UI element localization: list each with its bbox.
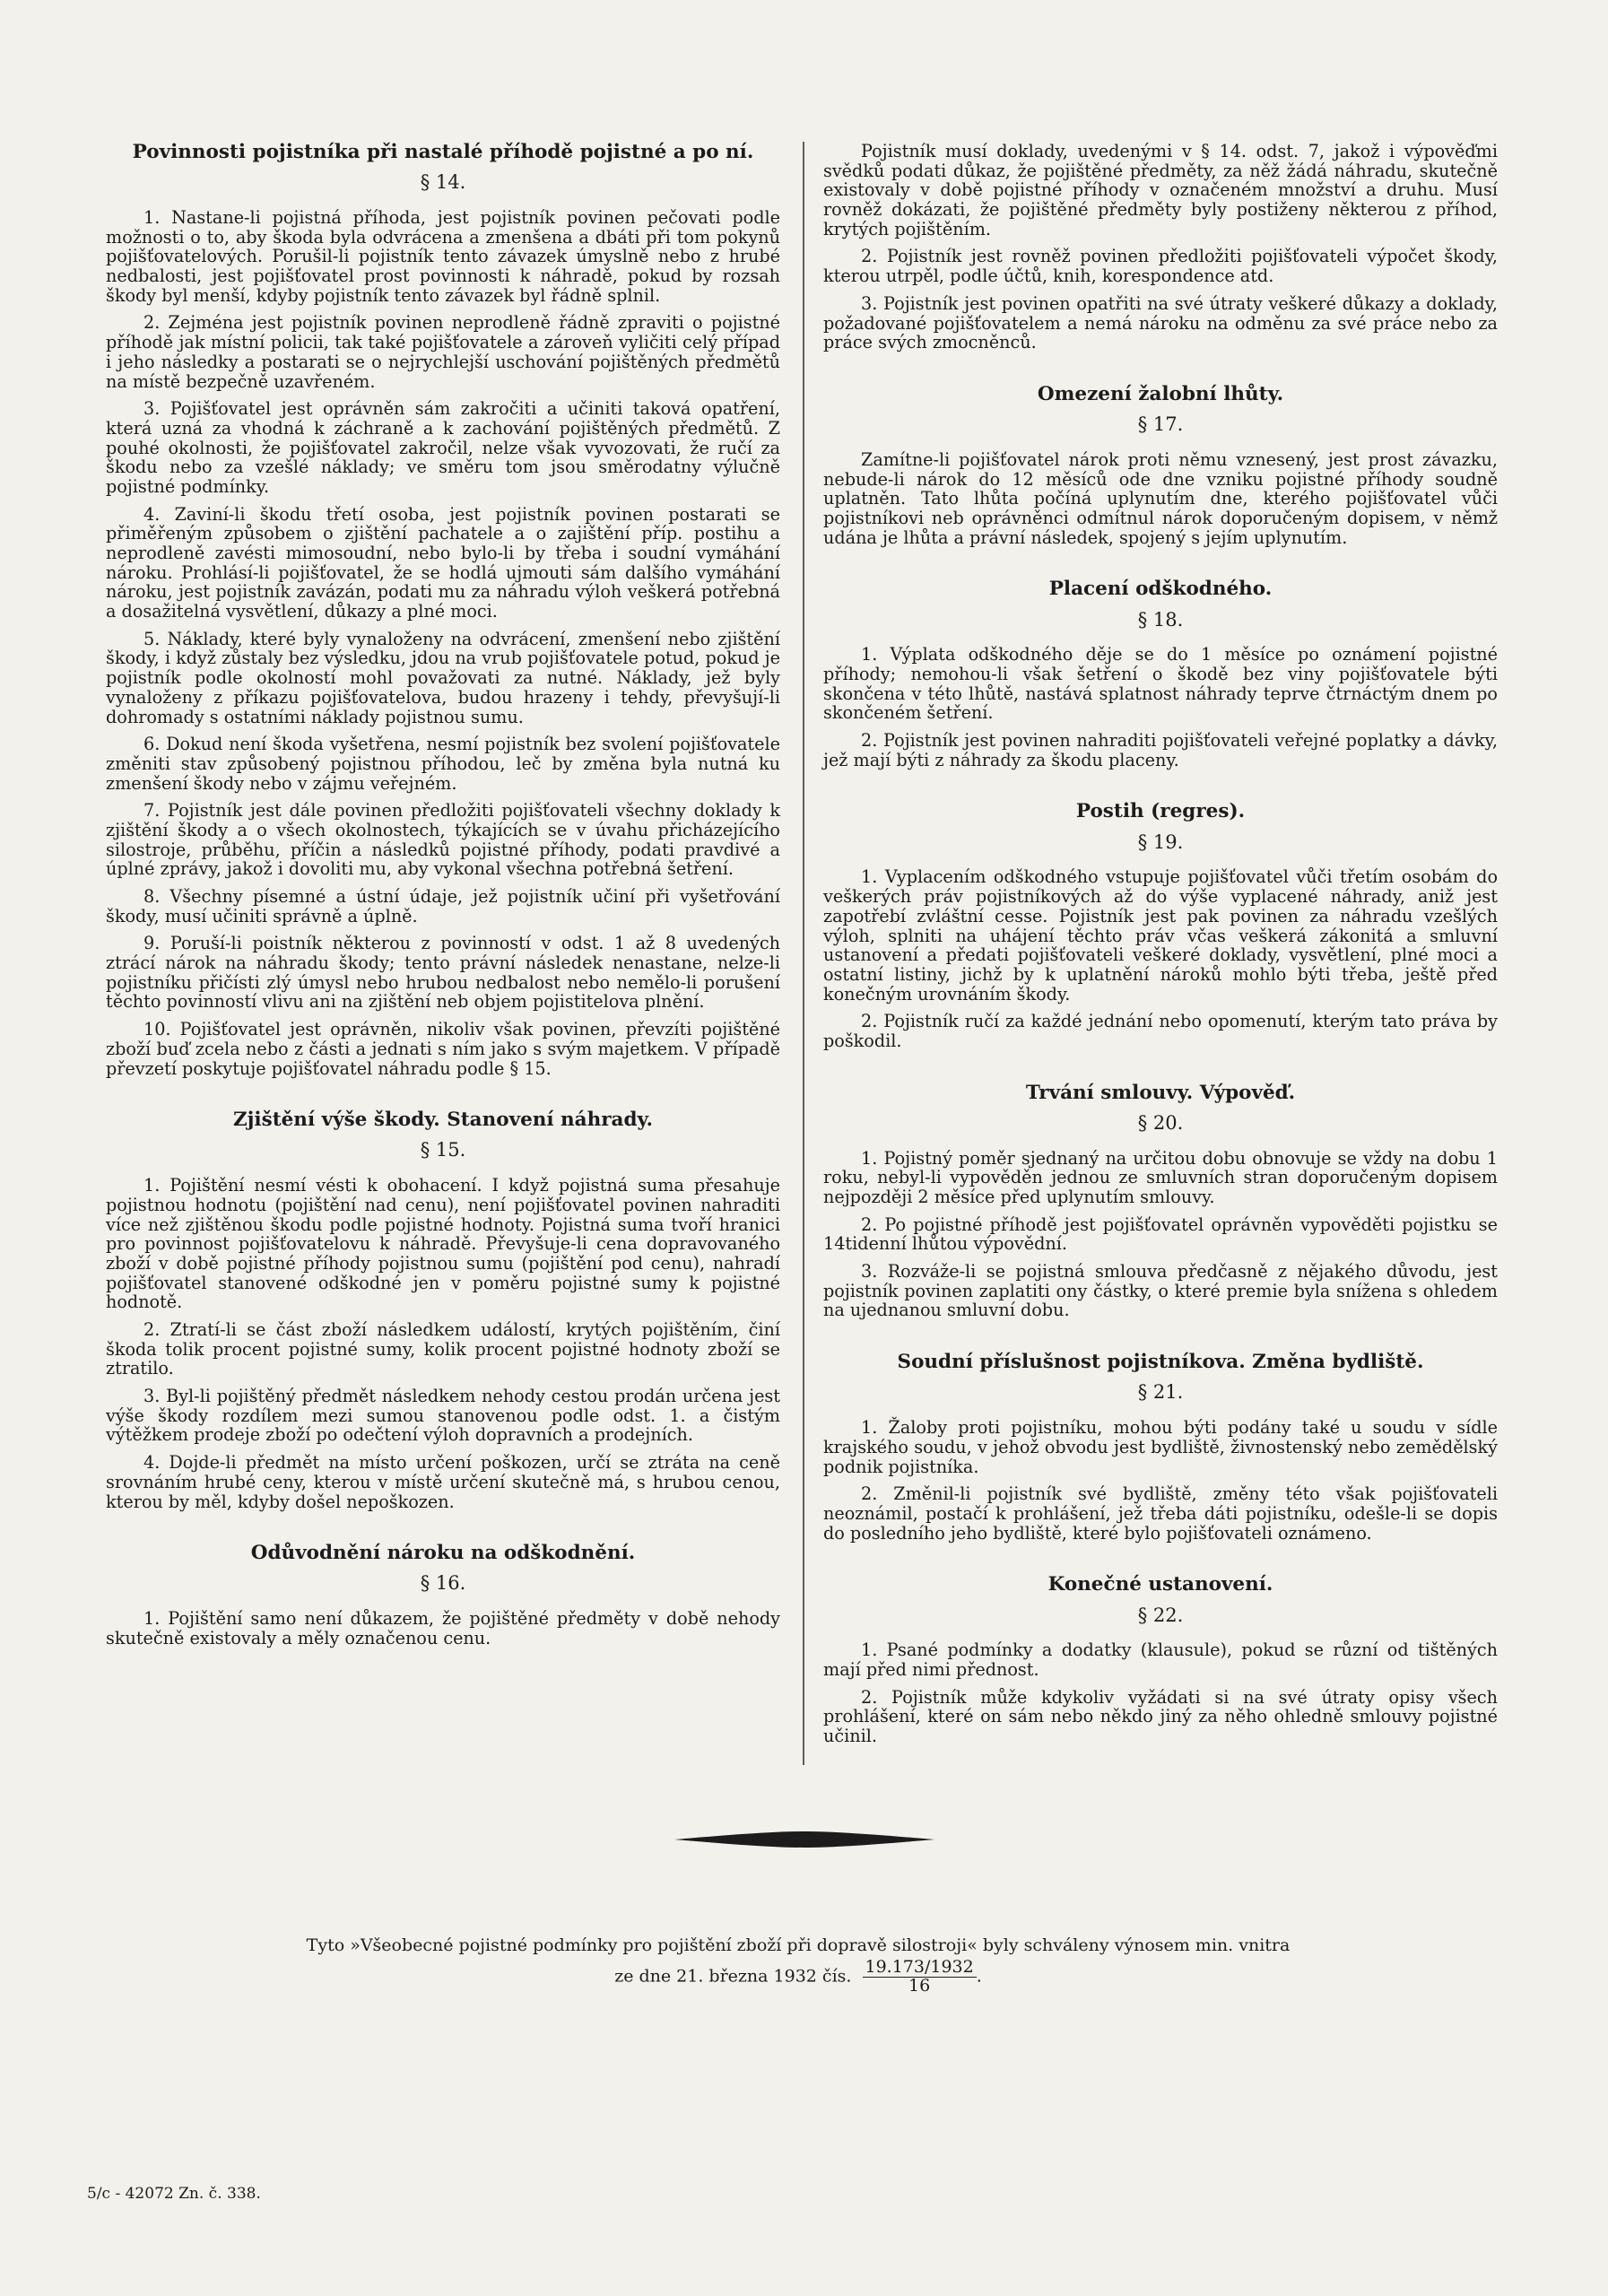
paragraph: 5. Náklady, které byly vynaloženy na odvrácení, zmenšení nebo zjištění škody, i když zůstaly bez výsledku, jdou na vrub pojišťovatele potud, pokud je pojistník podle okolností mohl považovati za nutné. Náklady, jež byly vynaloženy z příkazu pojišťovatelova, budou hrazeny i tehdy, převyšují-li dohromady s ostatními náklady pojistnou sumu. <box>106 628 780 727</box>
section-17-heading: Omezení žalobní lhůty. <box>1037 382 1284 405</box>
approval-line-1: Tyto »Všeobecné pojistné podmínky pro pojištění zboží při dopravě silostroji« byly schváleny výnosem min. vnitra <box>306 1935 1291 1955</box>
left-column <box>106 142 780 1657</box>
section-14-heading: Povinnosti pojistníka při nastalé příhodě pojistné a po ní. <box>132 141 754 163</box>
paragraph: Zamítne-li pojišťovatel nárok proti němu vznesený, jest prost závazku, nebude-li nárok do 12 měsíců ode dne vzniku pojistné příhody soudně uplatněn. Tato lhůta počíná uplynutím dne, kterého pojišťovatel vůči pojistníkovi neb oprávněnci odmítnul nárok doporučeným dopisem, v němž udána je lhůta a právní následek, spojený s jejím uplynutím. <box>823 448 1498 548</box>
paragraph: 1. Psané podmínky a dodatky (klausule), pokud se různí od tištěných mají před nimi přednost. <box>823 1639 1498 1680</box>
paragraph: 10. Pojišťovatel jest oprávněn, nikoliv však povinen, převzíti pojištěné zboží buď zcela nebo z části a jednati s ním jako s svým majetkem. V případě převzetí poskytuje pojišťovatel náhradu podle § 15. <box>106 1019 780 1079</box>
approval-note <box>117 1933 1480 1996</box>
paragraph: 2. Změnil-li pojistník své bydliště, změny této však pojišťovateli neoznámil, postačí k prohlášení, jež třeba dáti pojistníku, odešle-li se dopis do posledního jeho bydliště, které bylo pojišťovateli oznámeno. <box>823 1483 1498 1544</box>
paragraph: 2. Po pojistné příhodě jest pojišťovatel oprávněn vypověděti pojistku se 14tidenní lhůtou výpovědní. <box>823 1213 1498 1255</box>
paragraph: 1. Žaloby proti pojistníku, mohou býti podány také u soudu v sídle krajského soudu, v jehož obvodu jest bydliště, živnostenský nebo zemědělský podnik pojistníka. <box>823 1417 1498 1477</box>
paragraph: 2. Pojistník ručí za každé jednání nebo opomenutí, kterým tato práva by poškodil. <box>823 1011 1498 1051</box>
approval-line-2: ze dne 21. března 1932 čís. $\frac{19.173/1932}{16}$ . <box>614 1957 982 1996</box>
paragraph: 2. Pojistník jest povinen nahraditi pojišťovateli veřejné poplatky a dávky, jež mají býti z náhrady za škodu placeny. <box>823 730 1498 770</box>
paragraph: 2. Pojistník může kdykoliv vyžádati si na své útraty opisy všech prohlášení, které on sám nebo někdo jiný za něho ohledně smlouvy pojistné učinil. <box>823 1686 1498 1746</box>
paragraph: 2. Ztratí-li se část zboží následkem událostí, krytých pojištěním, činí škoda tolik procent pojistné sumy, kolik procent pojistné hodnoty zboží se ztratilo. <box>106 1319 780 1379</box>
section-19-heading: Postih (regres). <box>1075 800 1246 823</box>
paragraph: 2. Pojistník jest rovněž povinen předložiti pojišťovateli výpočet škody, kterou utrpěl, podle účtů, knih, korespondence atd. <box>823 246 1498 287</box>
paragraph: Pojistník musí doklady, uvedenými v § 14. odst. 7, jakož i výpověďmi svědků podati důkaz, že pojištěné předměty, za něž žádá náhradu, skutečně existovaly v době pojistné příhody v označeném množství a druhu. Musí rovněž dokázati, že pojištěné předměty byly postiženy některou z příhod, krytých pojištěním. <box>823 141 1498 239</box>
paragraph: 3. Pojišťovatel jest oprávněn sám zakročiti a učiniti taková opatření, která uzná za vhodná k záchraně a k zachování pojištěných předmětů. Z pouhé okolnosti, že pojišťovatel zakročil, nelze však vyvozovati, že ručí za škodu nebo za vzešlé náklady; ve směru tom jsou směrodatny výlučně pojistné podmínky. <box>106 398 780 497</box>
section-18-heading: Placení odškodného. <box>1048 578 1273 601</box>
paragraph: 1. Pojištění samo není důkazem, že pojištěné předměty v době nehody skutečně existovaly a měly označenou cenu. <box>106 1608 780 1648</box>
paragraph: 1. Pojistný poměr sjednaný na určitou dobu obnovuje se vždy na dobu 1 roku, nebyl-li vypověděn jednou ze smluvních stran doporučeným dopisem nejpozději 2 měsíce před uplynutím smlouvy. <box>823 1147 1498 1207</box>
paragraph: 4. Zaviní-li škodu třetí osoba, jest pojistník povinen postarati se přiměřeným způsobem o zjištění pachatele a o zajištění příp. postihu a neprodleně zavésti mimosoudní, nebo bylo-li by třeba i soudní vymáhání nároku. Prohlásí-li pojišťovatel, že se hodlá ujmouti sám dalšího vymáhání nároku, jest pojistník zavázán, podati mu za náhradu výloh veškerá potřebná a dosažitelná vysvětlení, důkazy a plné moci. <box>106 503 780 622</box>
paragraph: 6. Dokud není škoda vyšetřena, nesmí pojistník bez svolení pojišťovatele změniti stav způsobený pojistnou příhodou, leč by změna byla nutná ku zmenšení škody nebo v zájmu veřejném. <box>106 734 780 794</box>
section-20-heading: Trvání smlouvy. Výpověď. <box>1025 1081 1296 1104</box>
right-column <box>823 142 1498 1754</box>
section-21-number: § 21. <box>1137 1381 1184 1404</box>
section-20-number: § 20. <box>1137 1111 1184 1134</box>
section-21-heading: Soudní příslušnost pojistníkova. Změna bydliště. <box>897 1351 1424 1374</box>
section-15-number: § 15. <box>420 1139 466 1161</box>
section-22-number: § 22. <box>1137 1604 1184 1626</box>
section-15-heading: Zjištění výše škody. Stanovení náhrady. <box>232 1109 654 1132</box>
ornamental-rule <box>674 1830 934 1849</box>
paragraph: 3. Pojistník jest povinen opatřiti na své útraty veškeré důkazy a doklady, požadované pojišťovatelem a nemá nároku na odměnu za své práce nebo za práce svých zmocněnců. <box>823 292 1498 353</box>
paragraph: 8. Všechny písemné a ústní údaje, jež pojistník učiní při vyšetřování škody, musí učiniti správně a úplně. <box>106 886 780 926</box>
paragraph: 1. Vyplacením odškodného vstupuje pojišťovatel vůči třetím osobám do veškerých práv pojistníkových až do výše vyplacené náhrady, aniž jest zapotřebí zvláštní cesse. Pojistník jest pak povinen za náhradu vzešlých výloh, splniti na uhájení těchto práv včas veškerá zákonitá a smluvní ustanovení a předati pojišťovateli veškeré doklady, vysvětlení, plné moci a ostatní listiny, jichž by k uplatnění nároků mohlo býti třeba, ještě před konečným urovnáním škody. <box>823 866 1498 1004</box>
reference-number-fraction <box>863 1959 977 1996</box>
paragraph: 1. Nastane-li pojistná příhoda, jest pojistník povinen pečovati podle možnosti o to, aby škoda byla odvrácena a zmenšena a dbáti při tom pokynů pojišťovatelových. Porušil-li pojistník tento závazek úmyslně nebo z hrubé nedbalosti, jest pojišťovatel prost povinnosti k náhradě, pokud by rozsah škody byl menší, kdyby pojistník tento závazek byl řádně splnil. <box>106 207 780 306</box>
paragraph: 1. Pojištění nesmí vésti k obohacení. I když pojistná suma přesahuje pojistnou hodnotu (pojištění nad cenu), není pojišťovatel povinen nahraditi více než zjištěnou škodu podle pojistné hodnoty. Pojistná suma tvoří hranici pro povinnost pojišťovatelovu k náhradě. Převyšuje-li cena dopravovaného zboží v době pojistné příhody pojistnou sumu (pojištění pod cenu), nahradí pojišťovatel stanovené odškodné jen v poměru pojistné sumy k pojistné hodnotě. <box>106 1175 780 1313</box>
section-14-number: § 14. <box>420 171 466 194</box>
section-18-number: § 18. <box>1137 608 1184 631</box>
approval-date-text: ze dne 21. března 1932 čís. <box>614 1966 852 1987</box>
paragraph: 9. Poruší-li poistník některou z povinností v odst. 1 až 8 uvedených ztrácí nárok na náhradu škody; tento právní následek nenastane, nelze-li pojistníku přičísti zlý úmysl nebo hrubou nedbalost nebo nemělo-li porušení těchto povinností vlivu ani na zjištění neb objem pojistitelova plnění. <box>106 933 780 1013</box>
section-16-number: § 16. <box>420 1572 466 1595</box>
paragraph: 3. Rozváže-li se pojistná smlouva předčasně z nějakého důvodu, jest pojistník povinen zaplatiti ony částky, o které premie byla snížena s ohledem na ujednanou smluvní dobu. <box>823 1261 1498 1321</box>
section-17-number: § 17. <box>1137 413 1184 436</box>
fraction-denominator: 16 <box>908 1976 931 1996</box>
fraction-numerator: 19.173/1932 <box>863 1959 977 1978</box>
paragraph: 4. Dojde-li předmět na místo určení poškozen, určí se ztráta na ceně srovnáním hrubé ceny, kterou v místě určení skutečně má, s hrubou cenou, kterou by měl, kdyby došel nepoškozen. <box>106 1452 780 1512</box>
paragraph: 1. Výplata odškodného děje se do 1 měsíce po oznámení pojistné příhody; nemohou-li však šetření o škodě bez viny pojišťovatele býti skončena v této lhůtě, nastává splatnost náhrady teprve čtrnáctým dnem po skončeném šetření. <box>823 644 1498 724</box>
section-22-heading: Konečné ustanovení. <box>1047 1573 1273 1596</box>
column-divider <box>803 142 804 1765</box>
paragraph: 7. Pojistník jest dále povinen předložiti pojišťovateli všechny doklady k zjištění škody a o všech okolnostech, týkajících se v úvahu přicházejícího silostroje, průběhu, příčin a následků pojistné příhody, podati pravdivé a úplné zprávy, jakož i dovoliti mu, aby vykonal všechna potřebná šetření. <box>106 800 780 880</box>
paragraph: 2. Zejména jest pojistník povinen neprodleně řádně zpraviti o pojistné příhodě jak místní policii, tak také pojišťovatele a zároveň vyličiti celý případ i jeho následky a postarati se o nejrychlejší uschování pojištěných předmětů na místě bezpečně uzavřeném. <box>106 312 780 392</box>
section-16-heading: Odůvodnění nároku na odškodnění. <box>250 1542 636 1565</box>
print-mark: 5/c - 42072 Zn. č. 338. <box>87 2185 261 2203</box>
section-19-number: § 19. <box>1137 831 1184 853</box>
paragraph: 3. Byl-li pojištěný předmět následkem nehody cestou prodán určena jest výše škody rozdílem mezi sumou stanovenou podle odst. 1. a čistým výtěžkem prodeje zboží po odečtení výloh dopravních a prodejních. <box>106 1386 780 1446</box>
